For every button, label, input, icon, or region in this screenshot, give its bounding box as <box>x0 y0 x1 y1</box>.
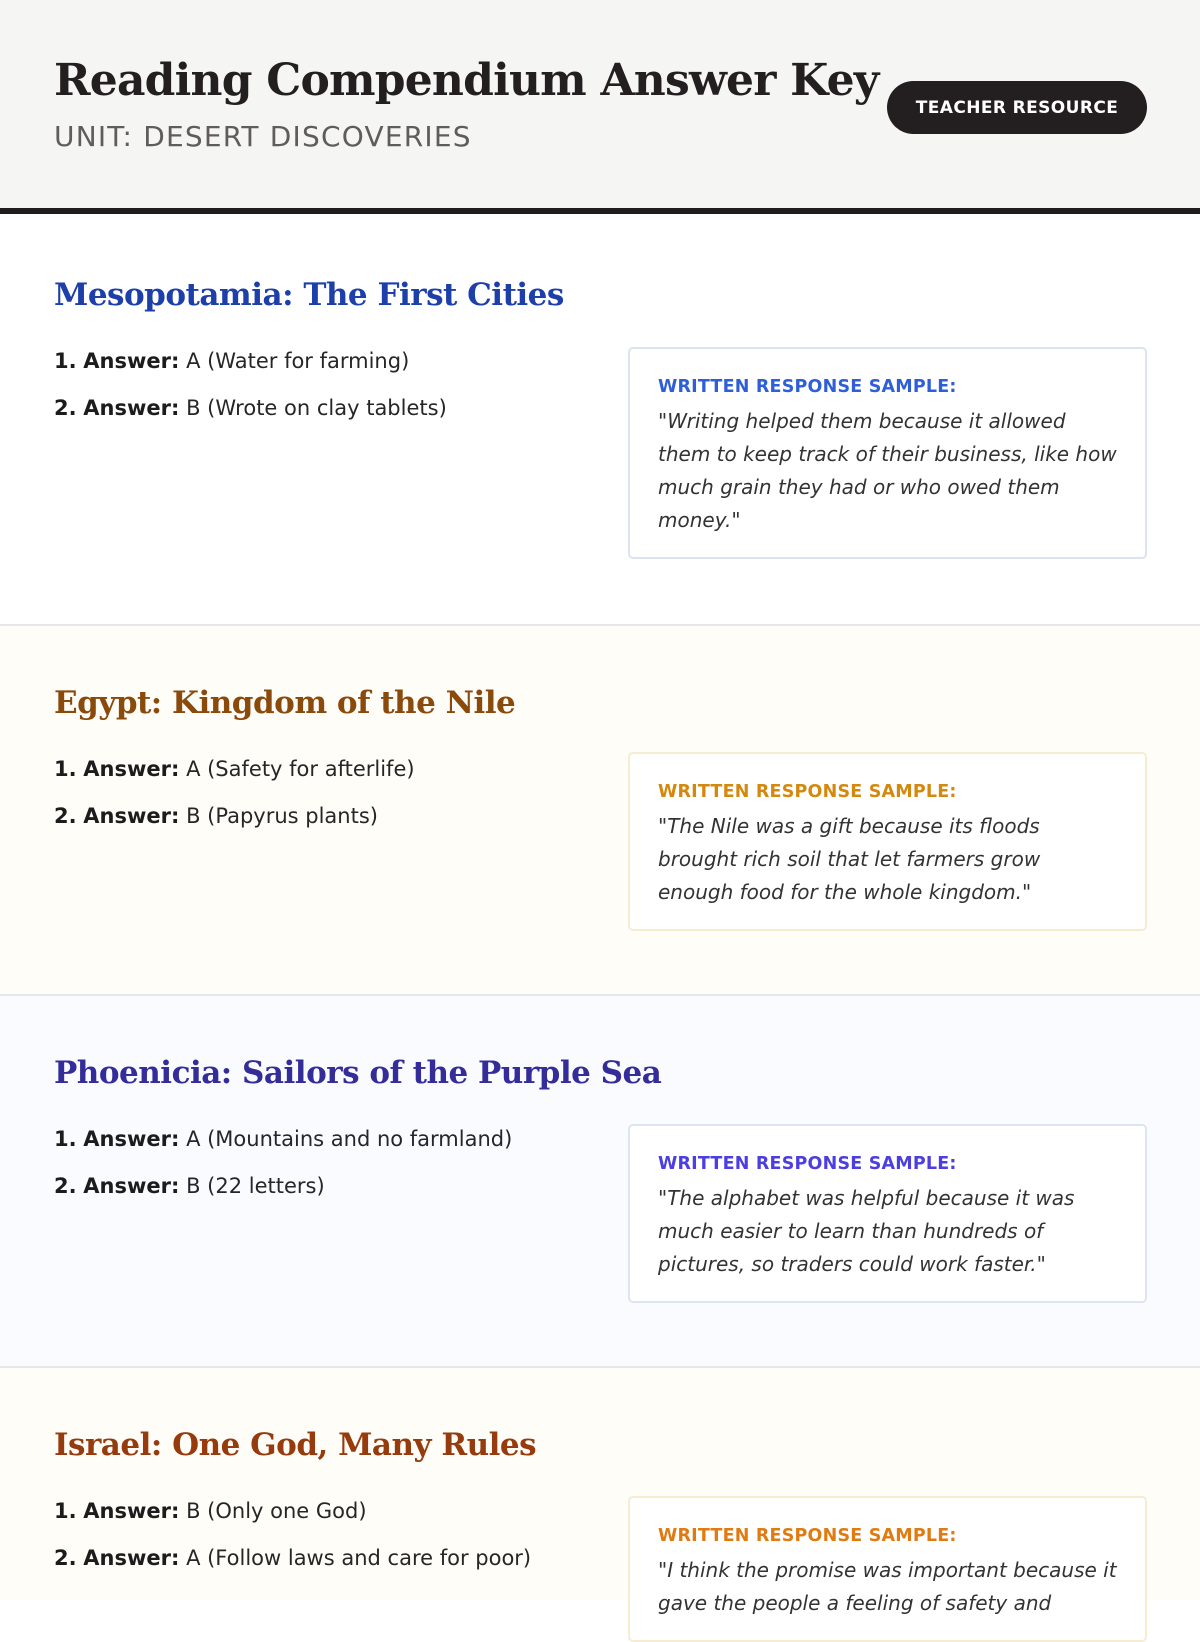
answer-label: Answer: <box>83 349 180 373</box>
answer-number: 1. <box>54 1499 77 1523</box>
section-title: Israel: One God, Many Rules <box>54 1427 537 1463</box>
section-mesopotamia <box>0 218 1200 626</box>
section-title: Egypt: Kingdom of the Nile <box>54 685 516 721</box>
section-title: Mesopotamia: The First Cities <box>54 277 564 313</box>
answer-value: B (Papyrus plants) <box>186 804 378 828</box>
sample-text: "I think the promise was important because it gave the people a feeling of safety and <box>658 1558 1117 1615</box>
answer-item <box>54 1127 614 1151</box>
section-israel <box>0 1368 1200 1615</box>
answer-value: B (Wrote on clay tablets) <box>186 396 447 420</box>
sample-text: "Writing helped them because it allowed them to keep track of their business, like how much grain they had or who owed them money." <box>658 409 1117 532</box>
answer-number: 1. <box>54 349 77 373</box>
page-header <box>0 0 1200 214</box>
answer-item <box>54 1546 614 1570</box>
answer-value: B (Only one God) <box>186 1499 367 1523</box>
answer-label: Answer: <box>83 1127 180 1151</box>
sample-label: WRITTEN RESPONSE SAMPLE: <box>658 1526 957 1546</box>
answer-label: Answer: <box>83 1499 180 1523</box>
answer-label: Answer: <box>83 804 180 828</box>
answer-list <box>54 1499 614 1593</box>
answer-value: A (Safety for afterlife) <box>186 757 415 781</box>
answer-value: A (Mountains and no farmland) <box>186 1127 513 1151</box>
section-phoenicia <box>0 996 1200 1368</box>
answer-list <box>54 757 614 851</box>
sample-text: "The alphabet was helpful because it was much easier to learn than hundreds of pictures, so traders could work faster." <box>658 1186 1075 1276</box>
sample-text: "The Nile was a gift because its floods brought rich soil that let farmers grow enough food for the whole kingdom." <box>658 814 1041 904</box>
page-title: Reading Compendium Answer Key <box>54 55 879 106</box>
answer-number: 1. <box>54 1127 77 1151</box>
answer-number: 1. <box>54 757 77 781</box>
answer-label: Answer: <box>83 396 180 420</box>
answer-number: 2. <box>54 804 77 828</box>
sample-label: WRITTEN RESPONSE SAMPLE: <box>658 782 957 802</box>
answer-number: 2. <box>54 1174 77 1198</box>
teacher-resource-badge: TEACHER RESOURCE <box>887 81 1147 134</box>
answer-label: Answer: <box>83 1546 180 1570</box>
answer-list <box>54 1127 614 1221</box>
answer-label: Answer: <box>83 1174 180 1198</box>
sample-label: WRITTEN RESPONSE SAMPLE: <box>658 377 957 397</box>
answer-item <box>54 349 614 373</box>
written-response-sample <box>628 1124 1147 1303</box>
unit-subtitle: UNIT: DESERT DISCOVERIES <box>54 120 472 153</box>
section-title: Phoenicia: Sailors of the Purple Sea <box>54 1055 662 1091</box>
answer-value: A (Follow laws and care for poor) <box>186 1546 532 1570</box>
answer-number: 2. <box>54 1546 77 1570</box>
answer-item <box>54 804 614 828</box>
written-response-sample <box>628 752 1147 931</box>
answer-list <box>54 349 614 443</box>
answer-item <box>54 757 614 781</box>
answer-label: Answer: <box>83 757 180 781</box>
answer-item <box>54 1174 614 1198</box>
answer-item <box>54 1499 614 1523</box>
sample-label: WRITTEN RESPONSE SAMPLE: <box>658 1154 957 1174</box>
answer-item <box>54 396 614 420</box>
answer-number: 2. <box>54 396 77 420</box>
answer-value: B (22 letters) <box>186 1174 325 1198</box>
written-response-sample <box>628 347 1147 559</box>
answer-value: A (Water for farming) <box>186 349 410 373</box>
section-egypt <box>0 626 1200 996</box>
written-response-sample <box>628 1496 1147 1642</box>
